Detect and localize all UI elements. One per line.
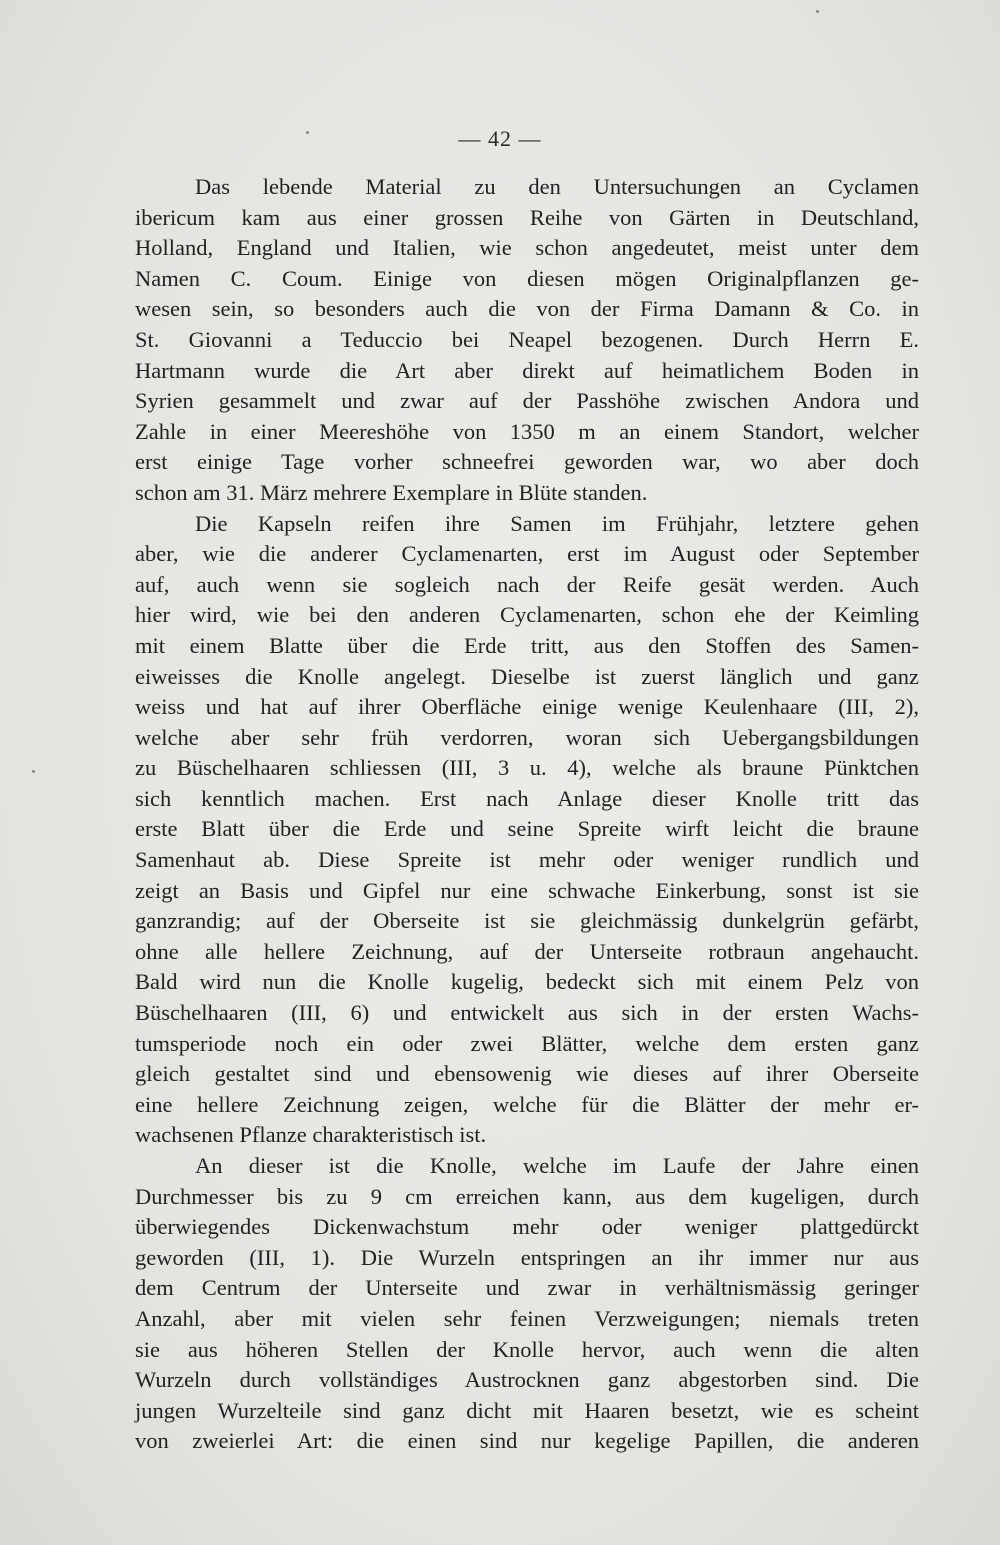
text-line: Syrien gesammelt und zwar auf der Passhöhe zwischen Andora und	[135, 388, 919, 414]
text-line: auf, auch wenn sie sogleich nach der Reife gesät werden. Auch	[135, 571, 919, 597]
text-line: eine hellere Zeichnung zeigen, welche für die Blätter der mehr er-	[135, 1091, 919, 1117]
text-line: weiss und hat auf ihrer Oberfläche einige wenige Keulenhaare (III, 2),	[135, 694, 919, 720]
text-line: aber, wie die anderer Cyclamenarten, erst im August oder September	[135, 541, 919, 567]
text-line: eiweisses die Knolle angelegt. Dieselbe ist zuerst länglich und ganz	[135, 663, 919, 689]
text-line: Das lebende Material zu den Untersuchungen an Cyclamen	[195, 174, 919, 199]
text-line: ibericum kam aus einer grossen Reihe von Gärten in Deutschland,	[135, 204, 919, 230]
text-line: Die Kapseln reifen ihre Samen im Frühjahr, letztere gehen	[195, 510, 919, 536]
text-line: wesen sein, so besonders auch die von der Firma Damann & Co. in	[135, 296, 919, 322]
text-line: zu Büschelhaaren schliessen (III, 3 u. 4), welche als braune Pünktchen	[135, 755, 919, 781]
text-line: wachsenen Pflanze charakteristisch ist.	[135, 1122, 487, 1148]
text-line: sich kenntlich machen. Erst nach Anlage dieser Knolle tritt das	[135, 785, 919, 811]
text-line: St. Giovanni a Teduccio bei Neapel bezogenen. Durch Herrn E.	[135, 326, 919, 352]
scan-speck	[32, 770, 35, 773]
text-line: hier wird, wie bei den anderen Cyclamenarten, schon ehe der Keimling	[135, 602, 919, 628]
text-line: Holland, England und Italien, wie schon angedeutet, meist unter dem	[135, 235, 919, 261]
text-line: welche aber sehr früh verdorren, woran sich Uebergangsbildungen	[135, 724, 919, 750]
text-line: mit einem Blatte über die Erde tritt, aus den Stoffen des Samen-	[135, 632, 919, 658]
text-line: Wurzeln durch vollständiges Austrocknen ganz abgestorben sind. Die	[135, 1367, 919, 1393]
text-line: Durchmesser bis zu 9 cm erreichen kann, aus dem kugeligen, durch	[135, 1183, 919, 1209]
text-line: zeigt an Basis und Gipfel nur eine schwache Einkerbung, sonst ist sie	[135, 877, 919, 903]
text-line: Samenhaut ab. Diese Spreite ist mehr oder weniger rundlich und	[135, 847, 919, 873]
text-line: Hartmann wurde die Art aber direkt auf heimatlichem Boden in	[135, 357, 919, 383]
text-line: sie aus höheren Stellen der Knolle hervor, auch wenn die alten	[135, 1336, 919, 1362]
scan-speck	[306, 131, 309, 134]
scan-speck	[816, 10, 819, 13]
text-line: Anzahl, aber mit vielen sehr feinen Verzweigungen; niemals treten	[135, 1305, 919, 1331]
body-text	[135, 172, 919, 1457]
text-line: An dieser ist die Knolle, welche im Laufe der Jahre einen	[195, 1153, 919, 1178]
text-line: von zweierlei Art: die einen sind nur kegelige Papillen, die anderen	[135, 1428, 919, 1454]
text-line: überwiegendes Dickenwachstum mehr oder weniger plattgedürckt	[135, 1214, 919, 1240]
text-line: geworden (III, 1). Die Wurzeln entspringen an ihr immer nur aus	[135, 1244, 919, 1270]
text-line: dem Centrum der Unterseite und zwar in verhältnismässig geringer	[135, 1275, 919, 1301]
text-line: Bald wird nun die Knolle kugelig, bedeckt sich mit einem Pelz von	[135, 969, 919, 995]
text-line: Namen C. Coum. Einige von diesen mögen Originalpflanzen ge-	[135, 265, 919, 291]
text-line: schon am 31. März mehrere Exemplare in Blüte standen.	[135, 479, 648, 505]
text-line: Zahle in einer Meereshöhe von 1350 m an einem Standort, welcher	[135, 418, 919, 444]
text-line: jungen Wurzelteile sind ganz dicht mit Haaren besetzt, wie es scheint	[135, 1397, 919, 1423]
text-line: tumsperiode noch ein oder zwei Blätter, welche dem ersten ganz	[135, 1030, 919, 1056]
text-line: erst einige Tage vorher schneefrei geworden war, wo aber doch	[135, 449, 919, 475]
text-line: erste Blatt über die Erde und seine Spreite wirft leicht die braune	[135, 816, 919, 842]
page-number: — 42 —	[458, 126, 542, 151]
text-line: Büschelhaaren (III, 6) und entwickelt aus sich in der ersten Wachs-	[135, 1000, 919, 1026]
text-line: gleich gestaltet sind und ebensowenig wie dieses auf ihrer Oberseite	[135, 1061, 919, 1087]
text-line: ganzrandig; auf der Oberseite ist sie gleichmässig dunkelgrün gefärbt,	[135, 908, 919, 934]
text-line: ohne alle hellere Zeichnung, auf der Unterseite rotbraun angehaucht.	[135, 938, 919, 964]
